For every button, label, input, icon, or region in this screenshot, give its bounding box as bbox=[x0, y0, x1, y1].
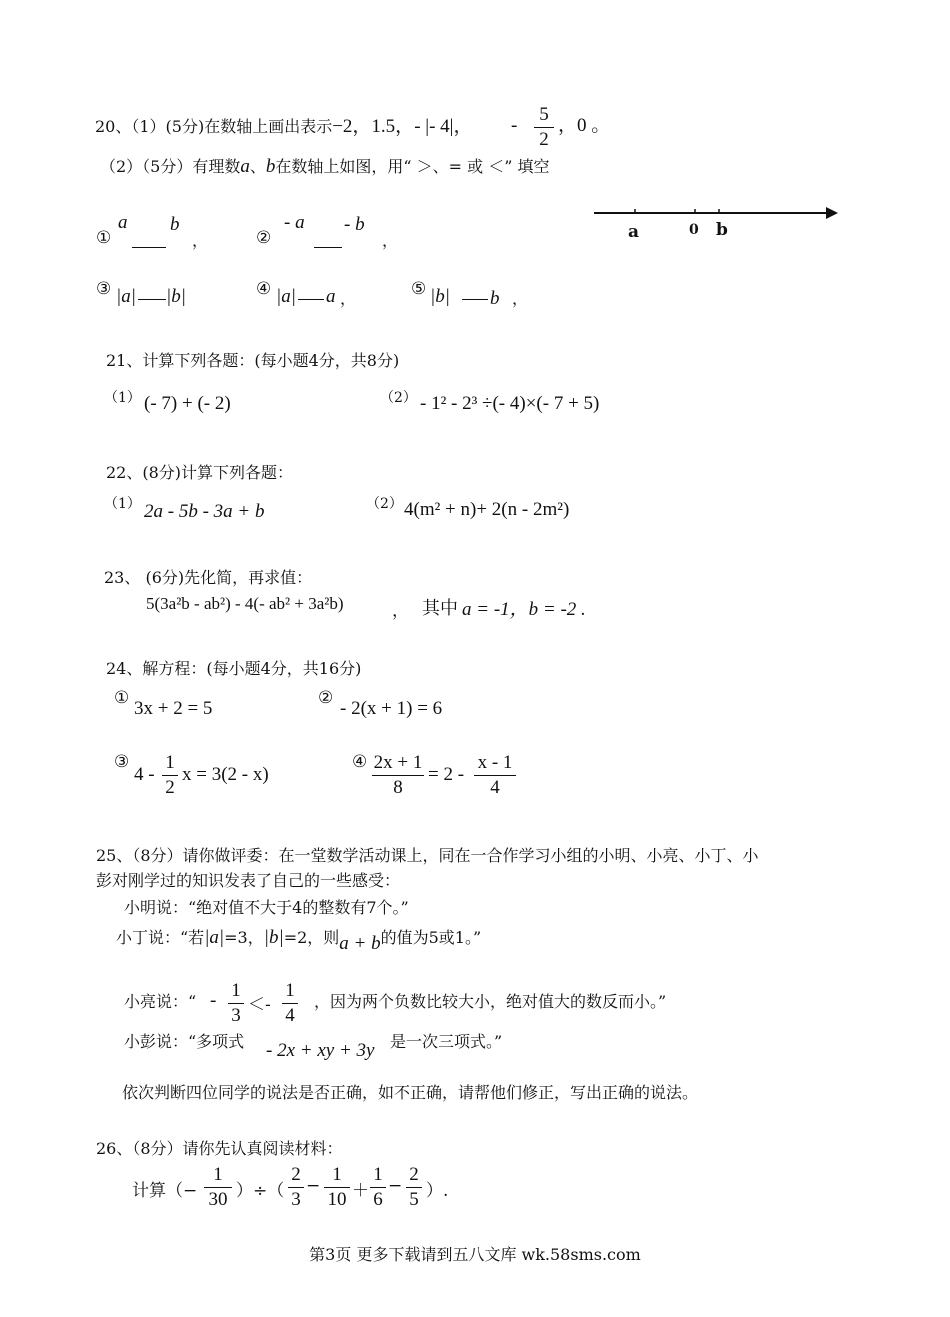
q24-eq4-fraction-right: x - 1 4 bbox=[474, 752, 516, 799]
q24-eq3-num: ③ bbox=[114, 752, 130, 772]
q21-part2-expr: - 1² - 2³ ÷(- 4)×(- 7 + 5) bbox=[420, 393, 600, 414]
q22-title: 22、(8分)计算下列各题： bbox=[106, 463, 294, 482]
q26-calc: 计算（− bbox=[132, 1181, 198, 1201]
q21-title: 21、计算下列各题：(每小题4分，共8分) bbox=[106, 351, 400, 370]
q24-eq3-pre: 4 - bbox=[134, 764, 155, 785]
number-line-label-a: a bbox=[628, 222, 640, 242]
q23-sep: ， bbox=[392, 601, 409, 621]
q22-part2-num: （2） bbox=[366, 496, 403, 512]
q23-title: 23、 (6分)先化简，再求值： bbox=[104, 568, 313, 587]
q25-xiaopeng-expr: - 2x + xy + 3y bbox=[266, 1040, 375, 1061]
q20-part2-text: （2）（5分）有理数a、b在数轴上如图，用“ ＞、= 或 ＜” 填空 bbox=[100, 156, 550, 177]
q21-part2-num: （2） bbox=[380, 390, 417, 406]
q20-item2-num: ② bbox=[256, 228, 272, 248]
q26-fraction4: 1 6 bbox=[370, 1164, 386, 1211]
q26-title: 26、（8分）请你先认真阅读材料： bbox=[96, 1139, 343, 1158]
q25-xiaoliang-prefix: 小亮说：“ bbox=[124, 992, 197, 1011]
q21-part1-expr: (- 7) + (- 2) bbox=[144, 393, 231, 414]
number-line-label-b: b bbox=[716, 220, 728, 240]
q24-eq4-mid: = 2 - bbox=[428, 764, 465, 785]
q20-fraction: 5 2 bbox=[534, 104, 554, 151]
q26-op1: − bbox=[306, 1176, 321, 1196]
q24-eq4-fraction-left: 2x + 1 8 bbox=[373, 752, 423, 798]
q20-item4-left: |a| bbox=[276, 286, 296, 307]
q25-xiaopeng-suffix: 是一次三项式。” bbox=[390, 1032, 503, 1051]
q26-div: ）÷（ bbox=[236, 1181, 285, 1201]
q20-item5-right: b bbox=[490, 288, 500, 309]
q26-op3: − bbox=[388, 1176, 403, 1196]
q24-eq3-fraction: 1 2 bbox=[162, 752, 178, 799]
page-footer: 第3页 更多下载请到五八文库 wk.58sms.com bbox=[309, 1245, 641, 1264]
q25-xiaoliang-neg: - bbox=[210, 990, 217, 1011]
q20-item1-sep: ， bbox=[192, 231, 209, 250]
q26-fraction3: 1 10 bbox=[324, 1164, 350, 1211]
q24-eq1: 3x + 2 = 5 bbox=[134, 698, 213, 719]
q24-title: 24、解方程：(每小题4分，共16分) bbox=[106, 659, 362, 678]
q20-item3-blank bbox=[138, 288, 166, 308]
q20-item1-blank bbox=[132, 228, 166, 248]
q25-xiaoliang-fraction1: 1 3 bbox=[228, 980, 244, 1027]
q22-part1-num: （1） bbox=[104, 496, 141, 512]
q24-eq1-num: ① bbox=[114, 688, 130, 708]
q20-item2-right: - b bbox=[344, 214, 365, 235]
q20-item5-num: ⑤ bbox=[411, 279, 427, 299]
q20-item2-sep: ， bbox=[382, 231, 399, 250]
q24-eq3-post: x = 3(2 - x) bbox=[182, 764, 269, 785]
q26-fraction1: 1 30 bbox=[204, 1164, 232, 1211]
q22-part1-expr: 2a - 5b - 3a + b bbox=[144, 501, 265, 522]
q25-xiaoding: 小丁说：“若|a|=3，|b|=2，则a + b的值为5或1。” bbox=[116, 927, 482, 954]
q20-part1-text: 20、（1）(5分)在数轴上画出表示−2，1.5，- |- 4|， bbox=[95, 116, 473, 137]
q20-item4-num: ④ bbox=[256, 279, 272, 299]
q20-item5-sep: ， bbox=[512, 289, 529, 308]
q20-neg-sign: - bbox=[511, 115, 518, 136]
q23-cond-expr: a = -1，b = -2 . bbox=[462, 599, 586, 620]
q26-fraction2: 2 3 bbox=[288, 1164, 304, 1211]
q20-item3-num: ③ bbox=[96, 279, 112, 299]
q20-item4-right: a bbox=[326, 286, 336, 307]
q20-item2-left: - a bbox=[284, 212, 305, 233]
q23-expr: 5(3a²b - ab²) - 4(- ab² + 3a²b) bbox=[146, 594, 344, 613]
q21-part1-num: （1） bbox=[104, 390, 141, 406]
q20-item1-num: ① bbox=[96, 228, 112, 248]
q20-item2-blank bbox=[314, 228, 342, 248]
q20-item3-left: |a| bbox=[116, 286, 136, 307]
q20-item1-left: a bbox=[118, 212, 128, 233]
q25-task: 依次判断四位同学的说法是否正确，如不正确，请帮他们修正，写出正确的说法。 bbox=[122, 1083, 699, 1102]
q20-item1-right: b bbox=[170, 214, 180, 235]
q20-item4-sep: ， bbox=[340, 289, 357, 308]
q25-xiaopeng-prefix: 小彭说：“多项式 bbox=[124, 1032, 245, 1051]
q25-intro-line2: 彭对刚学过的知识发表了自己的一些感受： bbox=[96, 871, 401, 890]
q25-xiaoming: 小明说：“绝对值不大于4的整数有7个。” bbox=[124, 898, 409, 917]
q25-intro-line1: 25、（8分）请你做评委：在一堂数学活动课上，同在一合作学习小组的小明、小亮、小丁、小 bbox=[96, 846, 759, 865]
q24-eq4-num: ④ bbox=[352, 752, 368, 772]
q24-eq2-num: ② bbox=[318, 688, 334, 708]
q24-eq2: - 2(x + 1) = 6 bbox=[340, 698, 443, 719]
q25-xiaoliang-fraction2: 1 4 bbox=[282, 980, 298, 1027]
q23-cond-text: 其中 bbox=[422, 598, 458, 619]
number-line-arrow bbox=[826, 207, 838, 219]
q20-item3-right: |b| bbox=[166, 286, 186, 307]
q26-op2: ＋ bbox=[352, 1181, 369, 1201]
q25-xiaoliang-lt: ＜- bbox=[248, 995, 271, 1015]
q22-part2-expr: 4(m² + n)+ 2(n - 2m²) bbox=[404, 499, 570, 520]
number-line-label-0: 0 bbox=[689, 222, 699, 238]
q20-item5-blank bbox=[462, 288, 488, 308]
q26-fraction5: 2 5 bbox=[406, 1164, 422, 1211]
q20-item4-blank bbox=[298, 288, 324, 308]
q20-part1-tail: ，0 。 bbox=[558, 115, 611, 136]
q20-item5-left: |b| bbox=[430, 286, 450, 307]
q26-end: ）. bbox=[426, 1181, 449, 1201]
q25-xiaoliang-reason: ，因为两个负数比较大小，绝对值大的数反而小。” bbox=[314, 992, 667, 1011]
